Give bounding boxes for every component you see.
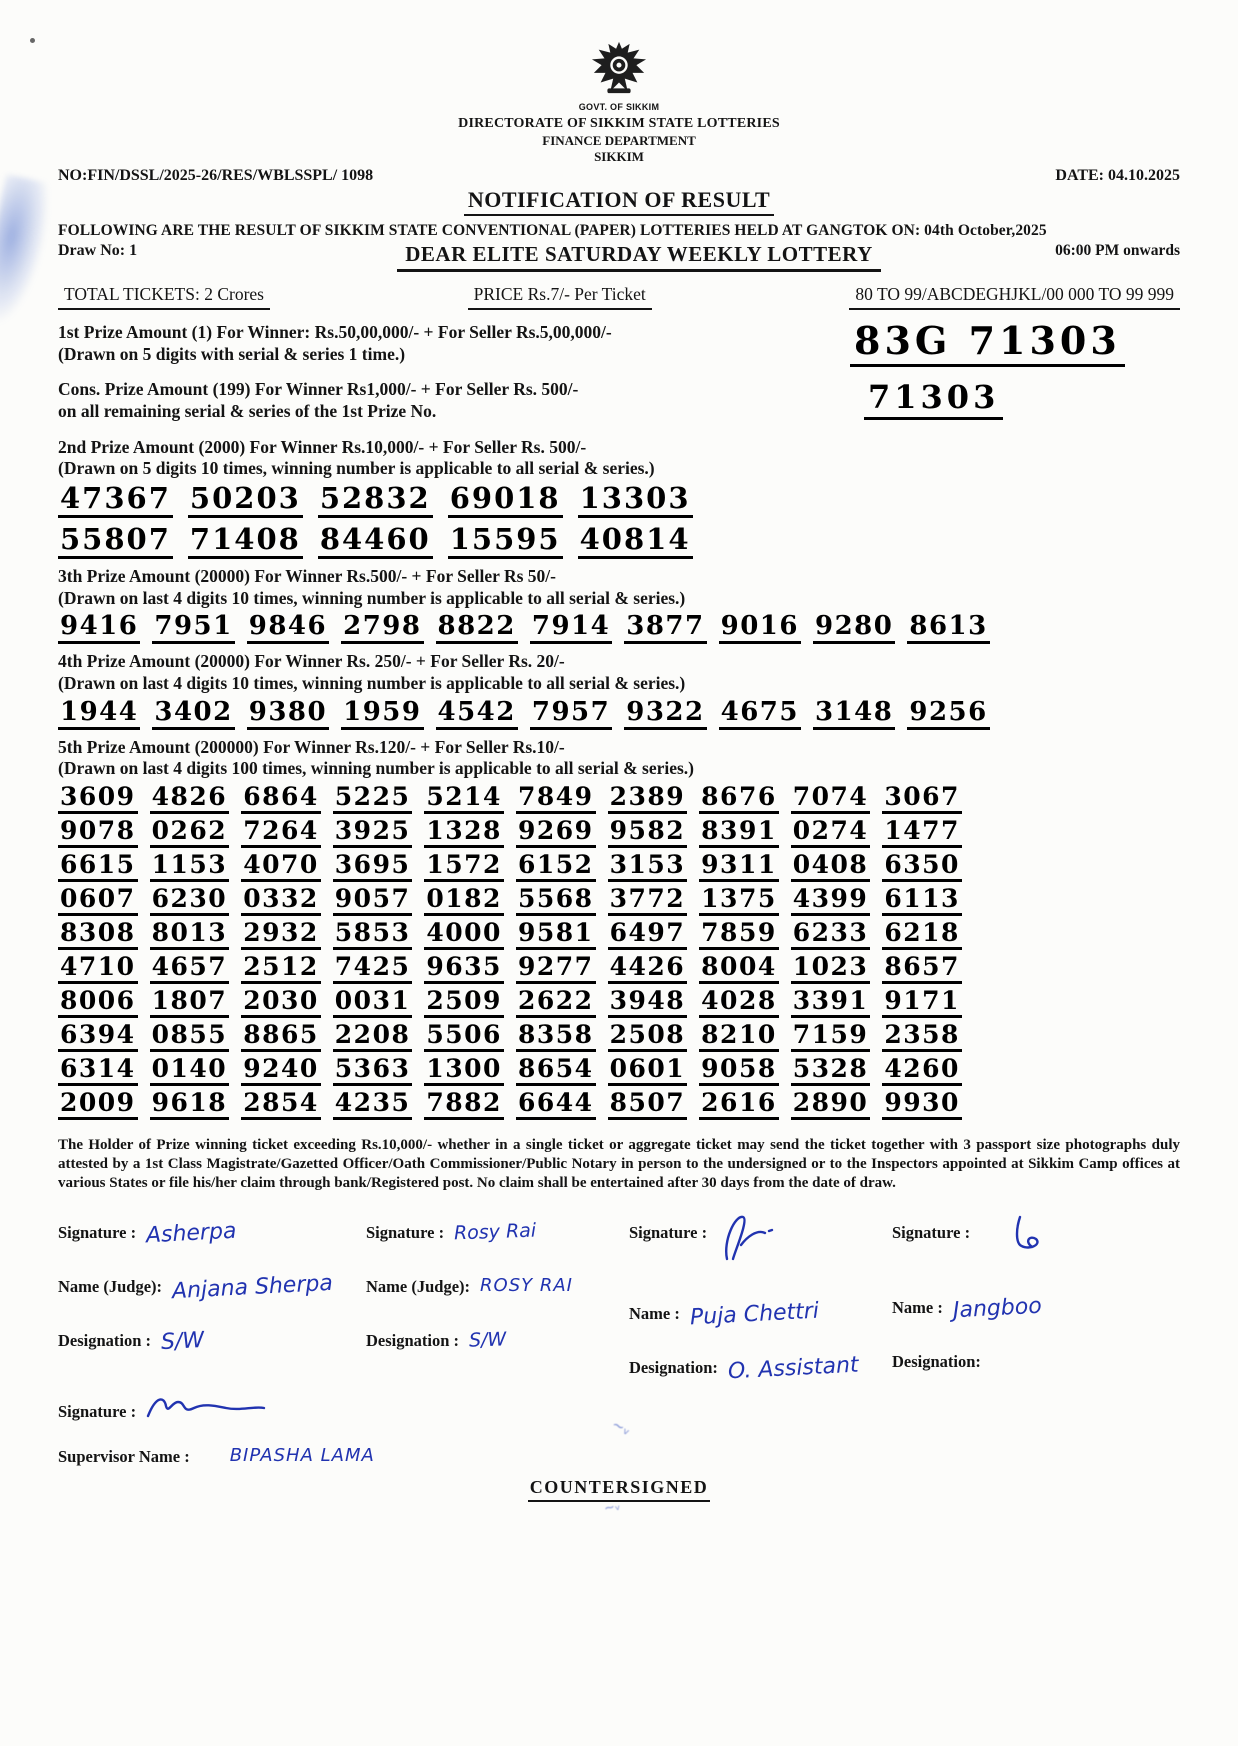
official1-designation: O. Assistant xyxy=(727,1352,860,1385)
winning-number-row xyxy=(58,481,1180,518)
winning-number: 6233 xyxy=(791,920,871,950)
signature-label: Signature : xyxy=(629,1222,708,1242)
supervisor-signature-row xyxy=(58,1402,1180,1441)
claim-instructions: The Holder of Prize winning ticket exceeding Rs.10,000/- whether in a single ticket or aggregate ticket may send the ticket together with 3 passport size photographs duly attested by a 1st Class Magistrate/Gazetted Officer/Oath Commissioner/Public Notary in person to the undersigned or to the Inspectors appointed at Sikkim Camp offices at various States or file his/her claim through bank/Registered post. No claim shall be entertained after 30 days from the date of draw. xyxy=(58,1137,1180,1191)
winning-number: 8613 xyxy=(907,613,989,644)
winning-number: 2932 xyxy=(241,920,321,950)
winning-number: 0855 xyxy=(150,1022,230,1052)
signature-label: Signature : xyxy=(892,1222,971,1242)
winning-number: 1300 xyxy=(424,1056,504,1086)
winning-number: 4657 xyxy=(150,954,230,984)
org-name: DIRECTORATE OF SIKKIM STATE LOTTERIES xyxy=(458,116,780,132)
winning-number: 4426 xyxy=(608,954,688,984)
cons-prize-section xyxy=(58,379,1180,422)
signature-column-3 xyxy=(629,1223,884,1388)
fourth-prize-label: 4th Prize Amount (20000) For Winner Rs. 250/- + For Seller Rs. 20/- xyxy=(58,651,565,672)
fourth-prize-section xyxy=(58,651,1180,729)
winning-number: 7914 xyxy=(530,613,612,644)
supervisor-name: BIPASHA LAMA xyxy=(229,1444,375,1466)
winning-number: 6497 xyxy=(608,920,688,950)
winning-number: 7074 xyxy=(791,784,871,814)
third-prize-label: 3th Prize Amount (20000) For Winner Rs.500/- + For Seller Rs 50/- xyxy=(58,566,556,586)
winning-number: 1328 xyxy=(424,818,504,848)
winning-number: 2616 xyxy=(699,1090,779,1120)
designation-label: Designation: xyxy=(629,1357,718,1377)
first-prize-number: 83G 71303 xyxy=(850,322,1125,367)
stray-pen-mark: ~ᵥ xyxy=(609,1414,634,1440)
draw-number: Draw No: 1 xyxy=(58,242,138,260)
winning-number: 3391 xyxy=(791,988,871,1018)
winning-number: 9581 xyxy=(516,920,596,950)
winning-number: 8507 xyxy=(608,1090,688,1120)
supervisor-name-label: Supervisor Name : xyxy=(58,1446,190,1466)
winning-number: 4000 xyxy=(424,920,504,950)
winning-number-row xyxy=(58,696,1180,730)
winning-number: 2030 xyxy=(241,988,321,1018)
name-label: Name : xyxy=(892,1297,943,1317)
winning-number: 6152 xyxy=(516,852,596,882)
second-prize-section xyxy=(58,437,1180,559)
signature-label: Signature : xyxy=(366,1222,445,1242)
winning-number: 2508 xyxy=(608,1022,688,1052)
draw-time: 06:00 PM onwards xyxy=(1055,242,1180,260)
countersigned-label: COUNTERSIGNED xyxy=(528,1477,711,1502)
winning-number: 9256 xyxy=(907,699,989,730)
winning-number: 9280 xyxy=(813,613,895,644)
org-state: SIKKIM xyxy=(594,149,644,164)
winning-number: 84460 xyxy=(318,525,433,559)
org-department: FINANCE DEPARTMENT xyxy=(542,132,696,148)
winning-number: 8358 xyxy=(516,1022,596,1052)
judge2-designation: S/W xyxy=(468,1328,507,1352)
winning-number-row xyxy=(58,1090,1180,1120)
fifth-prize-label: 5th Prize Amount (200000) For Winner Rs.120/- + For Seller Rs.10/- xyxy=(58,736,565,757)
winning-number: 52832 xyxy=(318,484,433,518)
second-prize-label: 2nd Prize Amount (2000) For Winner Rs.10,000/- + For Seller Rs. 500/- xyxy=(58,436,587,457)
designation-label: Designation: xyxy=(892,1351,981,1371)
winning-number: 4826 xyxy=(150,784,230,814)
winning-number: 4710 xyxy=(58,954,138,984)
winning-number: 4028 xyxy=(699,988,779,1018)
winning-number: 9269 xyxy=(516,818,596,848)
winning-number: 0031 xyxy=(333,988,413,1018)
cons-prize-note: on all remaining serial & series of the 1st Prize No. xyxy=(58,400,437,421)
winning-number: 9846 xyxy=(247,613,329,644)
ticket-price: PRICE Rs.7/- Per Ticket xyxy=(468,284,652,310)
winning-number: 9322 xyxy=(624,699,706,730)
designation-label: Designation : xyxy=(366,1330,460,1350)
winning-number: 7425 xyxy=(333,954,413,984)
winning-number: 7859 xyxy=(699,920,779,950)
reference-number: NO:FIN/DSSL/2025-26/RES/WBLSSPL/ 1098 xyxy=(58,167,374,185)
fifth-prize-note: (Drawn on last 4 digits 100 times, winning number is applicable to all serial & series.) xyxy=(58,758,695,779)
winning-number: 6314 xyxy=(58,1056,138,1086)
winning-number: 5363 xyxy=(333,1056,413,1086)
winning-number: 2358 xyxy=(882,1022,962,1052)
winning-number: 0408 xyxy=(791,852,871,882)
winning-number: 5225 xyxy=(333,784,413,814)
name-label: Name (Judge): xyxy=(366,1276,471,1296)
second-prize-numbers xyxy=(58,481,1180,559)
winning-number: 3609 xyxy=(58,784,138,814)
signature-label: Signature : xyxy=(58,1401,137,1421)
second-prize-note: (Drawn on 5 digits 10 times, winning number is applicable to all serial & series.) xyxy=(58,458,655,479)
winning-number: 9240 xyxy=(241,1056,321,1086)
winning-number: 3948 xyxy=(608,988,688,1018)
winning-number: 5214 xyxy=(424,784,504,814)
winning-number: 2009 xyxy=(58,1090,138,1120)
winning-number: 3877 xyxy=(624,613,706,644)
result-subtitle: FOLLOWING ARE THE RESULT OF SIKKIM STATE CONVENTIONAL (PAPER) LOTTERIES HELD AT GANGTOK ON: 04th October,2025 xyxy=(58,222,1047,240)
winning-number: 1959 xyxy=(341,699,423,730)
winning-number: 8822 xyxy=(436,613,518,644)
winning-number: 9078 xyxy=(58,818,138,848)
winning-number: 6350 xyxy=(882,852,962,882)
official1-signature-scribble xyxy=(713,1211,803,1268)
winning-number: 40814 xyxy=(578,525,693,559)
winning-number: 0601 xyxy=(608,1056,688,1086)
winning-number: 4675 xyxy=(719,699,801,730)
judge1-name: Anjana Sherpa xyxy=(171,1270,334,1304)
winning-number: 9277 xyxy=(516,954,596,984)
winning-number-row xyxy=(58,988,1180,1018)
winning-number: 0140 xyxy=(150,1056,230,1086)
winning-number: 6218 xyxy=(882,920,962,950)
signature-column-2 xyxy=(366,1219,621,1388)
winning-number: 8391 xyxy=(699,818,779,848)
winning-number: 8676 xyxy=(699,784,779,814)
series-range: 80 TO 99/ABCDEGHJKL/00 000 TO 99 999 xyxy=(849,284,1180,310)
total-tickets: TOTAL TICKETS: 2 Crores xyxy=(58,284,270,310)
winning-number: 9171 xyxy=(882,988,962,1018)
winning-number: 2890 xyxy=(791,1090,871,1120)
supervisor-name-row xyxy=(58,1444,1180,1467)
winning-number: 9311 xyxy=(699,852,779,882)
winning-number: 1375 xyxy=(699,886,779,916)
winning-number-row xyxy=(58,613,1180,644)
winning-number: 3695 xyxy=(333,852,413,882)
winning-number: 13303 xyxy=(578,484,693,518)
document-header xyxy=(58,40,1180,165)
third-prize-numbers xyxy=(58,613,1180,644)
winning-number: 5853 xyxy=(333,920,413,950)
winning-number-row xyxy=(58,818,1180,848)
first-prize-note: (Drawn on 5 digits with serial & series 1 time.) xyxy=(58,343,406,364)
cons-prize-label: Cons. Prize Amount (199) For Winner Rs1,000/- + For Seller Rs. 500/- xyxy=(58,379,579,400)
winning-number: 4542 xyxy=(436,699,518,730)
winning-number: 50203 xyxy=(188,484,303,518)
fifth-prize-numbers xyxy=(58,784,1180,1120)
third-prize-note: (Drawn on last 4 digits 10 times, winning number is applicable to all serial & series.) xyxy=(58,587,686,608)
winning-number: 9016 xyxy=(719,613,801,644)
winning-number: 6230 xyxy=(150,886,230,916)
winning-number: 1572 xyxy=(424,852,504,882)
lottery-name: DEAR ELITE SATURDAY WEEKLY LOTTERY xyxy=(397,242,881,272)
fourth-prize-numbers xyxy=(58,696,1180,730)
designation-label: Designation : xyxy=(58,1330,152,1350)
winning-number: 3772 xyxy=(608,886,688,916)
winning-number: 6644 xyxy=(516,1090,596,1120)
winning-number: 9930 xyxy=(882,1090,962,1120)
name-label: Name : xyxy=(629,1303,680,1323)
winning-number: 8013 xyxy=(150,920,230,950)
winning-number: 8006 xyxy=(58,988,138,1018)
winning-number-row xyxy=(58,1022,1180,1052)
winning-number-row xyxy=(58,954,1180,984)
winning-number-row xyxy=(58,522,1180,559)
emblem-caption: GOVT. OF SIKKIM xyxy=(578,102,660,112)
judge1-signature: Asherpa xyxy=(145,1218,238,1249)
cons-prize-number: 71303 xyxy=(864,381,1003,420)
winning-number: 47367 xyxy=(58,484,173,518)
first-prize-section xyxy=(58,318,1180,367)
fourth-prize-note: (Drawn on last 4 digits 10 times, winning number is applicable to all serial & series.) xyxy=(58,673,686,694)
winning-number: 8657 xyxy=(882,954,962,984)
winning-number: 1944 xyxy=(58,699,140,730)
winning-number: 4399 xyxy=(791,886,871,916)
stray-pen-mark: ~ᵥ xyxy=(602,1498,622,1517)
winning-number: 1153 xyxy=(150,852,230,882)
winning-number: 9635 xyxy=(424,954,504,984)
signature-column-4 xyxy=(892,1223,1142,1388)
winning-number: 7882 xyxy=(424,1090,504,1120)
winning-number: 5506 xyxy=(424,1022,504,1052)
document-date: DATE: 04.10.2025 xyxy=(1055,167,1180,185)
winning-number: 71408 xyxy=(188,525,303,559)
winning-number: 6864 xyxy=(241,784,321,814)
winning-number: 1023 xyxy=(791,954,871,984)
winning-number: 9057 xyxy=(333,886,413,916)
winning-number: 5328 xyxy=(791,1056,871,1086)
winning-number: 8865 xyxy=(241,1022,321,1052)
winning-number: 6615 xyxy=(58,852,138,882)
winning-number: 2798 xyxy=(341,613,423,644)
winning-number: 1807 xyxy=(150,988,230,1018)
winning-number: 8210 xyxy=(699,1022,779,1052)
winning-number: 1477 xyxy=(882,818,962,848)
winning-number: 3067 xyxy=(882,784,962,814)
winning-number: 6394 xyxy=(58,1022,138,1052)
winning-number: 9416 xyxy=(58,613,140,644)
winning-number: 3925 xyxy=(333,818,413,848)
winning-number: 0332 xyxy=(241,886,321,916)
govt-of-sikkim-emblem-icon xyxy=(588,40,650,104)
first-prize-label: 1st Prize Amount (1) For Winner: Rs.50,00,000/- + For Seller Rs.5,00,000/- xyxy=(58,322,612,343)
winning-number-row xyxy=(58,886,1180,916)
winning-number: 7264 xyxy=(241,818,321,848)
winning-number: 2622 xyxy=(516,988,596,1018)
winning-number: 8654 xyxy=(516,1056,596,1086)
winning-number: 3153 xyxy=(608,852,688,882)
winning-number: 0182 xyxy=(424,886,504,916)
winning-number-row xyxy=(58,784,1180,814)
winning-number: 7849 xyxy=(516,784,596,814)
winning-number: 2512 xyxy=(241,954,321,984)
winning-number: 8004 xyxy=(699,954,779,984)
signature-column-1 xyxy=(58,1218,358,1388)
winning-number: 4070 xyxy=(241,852,321,882)
winning-number: 0607 xyxy=(58,886,138,916)
winning-number: 9380 xyxy=(247,699,329,730)
judge2-name: ROSY RAI xyxy=(480,1274,573,1296)
winning-number: 0274 xyxy=(791,818,871,848)
judge2-signature: Rosy Rai xyxy=(453,1219,537,1245)
official2-name: Jangboo xyxy=(952,1293,1043,1324)
winning-number: 4235 xyxy=(333,1090,413,1120)
winning-number: 9582 xyxy=(608,818,688,848)
supervisor-signature-scribble xyxy=(142,1390,292,1429)
third-prize-section xyxy=(58,566,1180,644)
winning-number: 2208 xyxy=(333,1022,413,1052)
signature-label: Signature : xyxy=(58,1222,137,1242)
official2-signature-scribble xyxy=(976,1211,1056,1262)
winning-number-row xyxy=(58,852,1180,882)
winning-number: 55807 xyxy=(58,525,173,559)
winning-number: 2854 xyxy=(241,1090,321,1120)
fifth-prize-section xyxy=(58,737,1180,1120)
winning-number: 6113 xyxy=(882,886,962,916)
page-title: NOTIFICATION OF RESULT xyxy=(464,187,774,216)
judge1-designation: S/W xyxy=(160,1327,205,1355)
winning-number: 0262 xyxy=(150,818,230,848)
winning-number: 15595 xyxy=(448,525,563,559)
winning-number: 9618 xyxy=(150,1090,230,1120)
winning-number: 8308 xyxy=(58,920,138,950)
winning-number: 69018 xyxy=(448,484,563,518)
winning-number: 4260 xyxy=(882,1056,962,1086)
name-label: Name (Judge): xyxy=(58,1276,163,1296)
signature-block xyxy=(58,1218,1180,1502)
winning-number: 2389 xyxy=(608,784,688,814)
winning-number: 3402 xyxy=(152,699,234,730)
winning-number-row xyxy=(58,920,1180,950)
winning-number-row xyxy=(58,1056,1180,1086)
winning-number: 7957 xyxy=(530,699,612,730)
winning-number: 7159 xyxy=(791,1022,871,1052)
winning-number: 5568 xyxy=(516,886,596,916)
winning-number: 3148 xyxy=(813,699,895,730)
winning-number: 9058 xyxy=(699,1056,779,1086)
winning-number: 7951 xyxy=(152,613,234,644)
winning-number: 2509 xyxy=(424,988,504,1018)
official1-name: Puja Chettri xyxy=(689,1298,820,1331)
